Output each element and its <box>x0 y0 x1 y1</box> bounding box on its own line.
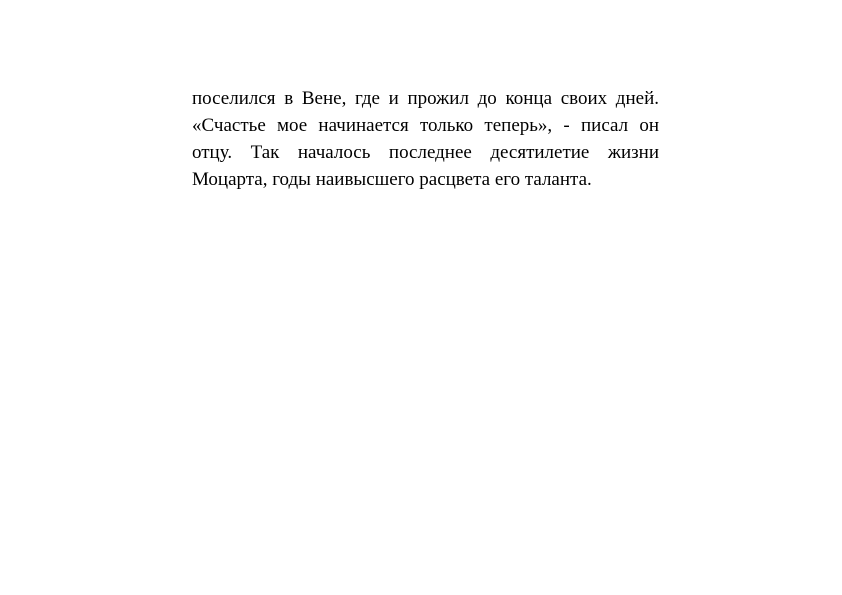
paragraph-line-4: Моцарта, годы наивысшего расцвета его таланта. <box>192 169 592 190</box>
body-paragraph <box>192 85 659 193</box>
paragraph-line-2: «Счастье мое начинается только теперь», - писал он <box>192 115 659 136</box>
paragraph-line-1: поселился в Вене, где и прожил до конца своих дней. <box>192 88 659 109</box>
paragraph-line-3: отцу. Так началось последнее десятилетие жизни <box>192 142 659 163</box>
